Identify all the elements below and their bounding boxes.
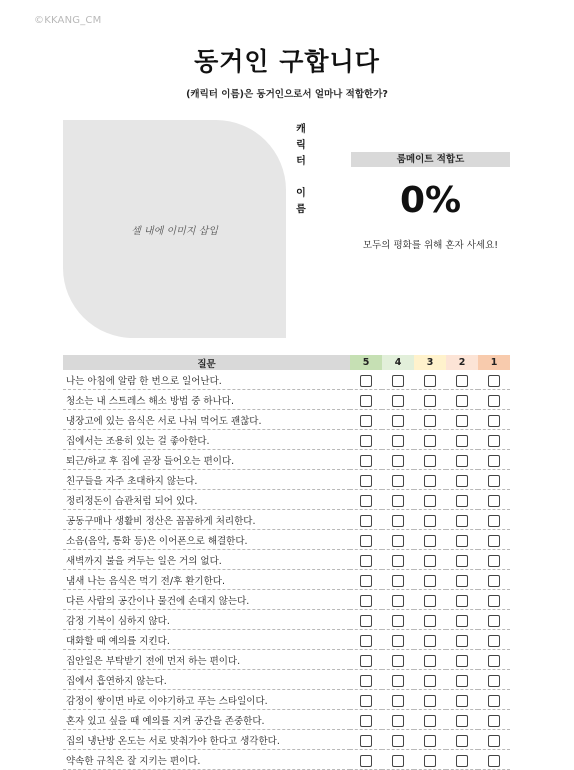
rating-cell-5 bbox=[350, 690, 382, 710]
rating-cell-1 bbox=[478, 590, 510, 610]
rating-cell-1 bbox=[478, 410, 510, 430]
rating-cell-2 bbox=[446, 670, 478, 690]
rating-cell-5 bbox=[350, 670, 382, 690]
rating-cell-3 bbox=[414, 470, 446, 490]
character-name-char: 터 bbox=[296, 156, 306, 167]
rating-checkbox-1[interactable] bbox=[488, 495, 500, 507]
rating-cell-2 bbox=[446, 730, 478, 750]
rating-cell-2 bbox=[446, 430, 478, 450]
rating-checkbox-4[interactable] bbox=[392, 535, 404, 547]
character-name-char: 름 bbox=[296, 204, 306, 215]
rating-checkbox-1[interactable] bbox=[488, 655, 500, 667]
rating-checkbox-5[interactable] bbox=[360, 475, 372, 487]
rating-checkbox-2[interactable] bbox=[456, 395, 468, 407]
rating-checkbox-2[interactable] bbox=[456, 375, 468, 387]
rating-cell-3 bbox=[414, 370, 446, 390]
rating-checkbox-5[interactable] bbox=[360, 635, 372, 647]
rating-checkbox-4[interactable] bbox=[392, 755, 404, 767]
table-row bbox=[63, 370, 510, 390]
rating-cell-3 bbox=[414, 590, 446, 610]
rating-cell-1 bbox=[478, 390, 510, 410]
rating-cell-1 bbox=[478, 570, 510, 590]
rating-checkbox-3[interactable] bbox=[424, 555, 436, 567]
rating-cell-2 bbox=[446, 690, 478, 710]
rating-cell-2 bbox=[446, 510, 478, 530]
rating-checkbox-2[interactable] bbox=[456, 755, 468, 767]
question-list bbox=[63, 370, 510, 770]
questionnaire-table bbox=[63, 355, 510, 770]
rating-checkbox-4[interactable] bbox=[392, 435, 404, 447]
table-row bbox=[63, 490, 510, 510]
rating-checkbox-5[interactable] bbox=[360, 595, 372, 607]
rating-checkbox-3[interactable] bbox=[424, 675, 436, 687]
rating-checkbox-1[interactable] bbox=[488, 635, 500, 647]
rating-checkbox-5[interactable] bbox=[360, 575, 372, 587]
rating-checkbox-3[interactable] bbox=[424, 415, 436, 427]
question-text: 다른 사람의 공간이나 물건에 손대지 않는다. bbox=[63, 590, 350, 610]
rating-cell-4 bbox=[382, 610, 414, 630]
rating-cell-5 bbox=[350, 490, 382, 510]
rating-checkbox-4[interactable] bbox=[392, 475, 404, 487]
rating-checkbox-5[interactable] bbox=[360, 435, 372, 447]
rating-cell-3 bbox=[414, 670, 446, 690]
question-text: 친구들을 자주 초대하지 않는다. bbox=[63, 470, 350, 490]
rating-cell-2 bbox=[446, 590, 478, 610]
rating-cell-4 bbox=[382, 650, 414, 670]
rating-cell-5 bbox=[350, 730, 382, 750]
rating-cell-4 bbox=[382, 430, 414, 450]
rating-cell-2 bbox=[446, 470, 478, 490]
rating-checkbox-2[interactable] bbox=[456, 575, 468, 587]
rating-checkbox-1[interactable] bbox=[488, 375, 500, 387]
question-column-header: 질문 bbox=[63, 355, 350, 370]
rating-checkbox-3[interactable] bbox=[424, 375, 436, 387]
rating-cell-3 bbox=[414, 550, 446, 570]
table-row bbox=[63, 650, 510, 670]
rating-checkbox-5[interactable] bbox=[360, 615, 372, 627]
rating-checkbox-2[interactable] bbox=[456, 515, 468, 527]
table-row bbox=[63, 570, 510, 590]
question-text: 정리정돈이 습관처럼 되어 있다. bbox=[63, 490, 350, 510]
table-row bbox=[63, 530, 510, 550]
rating-checkbox-4[interactable] bbox=[392, 555, 404, 567]
rating-cell-5 bbox=[350, 750, 382, 770]
rating-checkbox-3[interactable] bbox=[424, 635, 436, 647]
rating-cell-2 bbox=[446, 390, 478, 410]
rating-checkbox-5[interactable] bbox=[360, 555, 372, 567]
table-row bbox=[63, 590, 510, 610]
page-title: 동거인 구합니다 bbox=[194, 47, 380, 76]
rating-cell-2 bbox=[446, 630, 478, 650]
rating-cell-3 bbox=[414, 410, 446, 430]
table-row bbox=[63, 430, 510, 450]
rating-checkbox-1[interactable] bbox=[488, 535, 500, 547]
rating-cell-3 bbox=[414, 430, 446, 450]
rating-cell-5 bbox=[350, 650, 382, 670]
rating-checkbox-3[interactable] bbox=[424, 495, 436, 507]
rating-checkbox-5[interactable] bbox=[360, 655, 372, 667]
rating-cell-1 bbox=[478, 430, 510, 450]
rating-checkbox-2[interactable] bbox=[456, 535, 468, 547]
rating-checkbox-1[interactable] bbox=[488, 395, 500, 407]
table-row bbox=[63, 690, 510, 710]
rating-checkbox-2[interactable] bbox=[456, 435, 468, 447]
rating-cell-3 bbox=[414, 630, 446, 650]
rating-cell-3 bbox=[414, 570, 446, 590]
page-subtitle: (캐릭터 이름)은 동거인으로서 얼마나 적합한가? bbox=[186, 89, 388, 100]
rating-checkbox-3[interactable] bbox=[424, 535, 436, 547]
rating-checkbox-5[interactable] bbox=[360, 515, 372, 527]
question-text: 감정 기복이 심하지 않다. bbox=[63, 610, 350, 630]
rating-checkbox-1[interactable] bbox=[488, 415, 500, 427]
rating-checkbox-1[interactable] bbox=[488, 455, 500, 467]
rating-checkbox-3[interactable] bbox=[424, 735, 436, 747]
rating-cell-5 bbox=[350, 630, 382, 650]
rating-cell-1 bbox=[478, 670, 510, 690]
rating-cell-1 bbox=[478, 490, 510, 510]
rating-cell-4 bbox=[382, 630, 414, 650]
rating-cell-4 bbox=[382, 390, 414, 410]
rating-checkbox-1[interactable] bbox=[488, 675, 500, 687]
question-text: 청소는 내 스트레스 해소 방법 중 하나다. bbox=[63, 390, 350, 410]
rating-cell-2 bbox=[446, 490, 478, 510]
rating-checkbox-5[interactable] bbox=[360, 715, 372, 727]
rating-checkbox-4[interactable] bbox=[392, 615, 404, 627]
rating-checkbox-5[interactable] bbox=[360, 735, 372, 747]
rating-cell-2 bbox=[446, 550, 478, 570]
rating-cell-5 bbox=[350, 370, 382, 390]
rating-checkbox-2[interactable] bbox=[456, 715, 468, 727]
rating-cell-3 bbox=[414, 610, 446, 630]
rating-cell-4 bbox=[382, 550, 414, 570]
rating-cell-1 bbox=[478, 610, 510, 630]
question-text: 대화할 때 예의를 지킨다. bbox=[63, 630, 350, 650]
rating-cell-1 bbox=[478, 630, 510, 650]
rating-checkbox-2[interactable] bbox=[456, 635, 468, 647]
rating-checkbox-3[interactable] bbox=[424, 715, 436, 727]
rating-cell-1 bbox=[478, 730, 510, 750]
question-text: 혼자 있고 싶을 때 예의를 지켜 공간을 존중한다. bbox=[63, 710, 350, 730]
rating-checkbox-1[interactable] bbox=[488, 575, 500, 587]
rating-cell-1 bbox=[478, 690, 510, 710]
rating-cell-4 bbox=[382, 730, 414, 750]
rating-cell-2 bbox=[446, 650, 478, 670]
rating-cell-3 bbox=[414, 750, 446, 770]
rating-cell-4 bbox=[382, 670, 414, 690]
rating-cell-4 bbox=[382, 410, 414, 430]
rating-checkbox-4[interactable] bbox=[392, 515, 404, 527]
rating-cell-3 bbox=[414, 390, 446, 410]
rating-checkbox-3[interactable] bbox=[424, 395, 436, 407]
rating-checkbox-2[interactable] bbox=[456, 595, 468, 607]
rating-checkbox-4[interactable] bbox=[392, 575, 404, 587]
table-row bbox=[63, 630, 510, 650]
rating-checkbox-1[interactable] bbox=[488, 755, 500, 767]
rating-checkbox-4[interactable] bbox=[392, 395, 404, 407]
question-text: 감정이 쌓이면 바로 이야기하고 푸는 스타일이다. bbox=[63, 690, 350, 710]
rating-checkbox-2[interactable] bbox=[456, 475, 468, 487]
rating-cell-5 bbox=[350, 550, 382, 570]
rating-cell-1 bbox=[478, 470, 510, 490]
rating-cell-3 bbox=[414, 450, 446, 470]
rating-checkbox-2[interactable] bbox=[456, 735, 468, 747]
table-row bbox=[63, 550, 510, 570]
rating-checkbox-5[interactable] bbox=[360, 455, 372, 467]
rating-cell-4 bbox=[382, 530, 414, 550]
rating-checkbox-3[interactable] bbox=[424, 755, 436, 767]
rating-cell-5 bbox=[350, 610, 382, 630]
scale-header-1: 1 bbox=[478, 355, 510, 370]
rating-checkbox-1[interactable] bbox=[488, 515, 500, 527]
rating-checkbox-2[interactable] bbox=[456, 615, 468, 627]
rating-checkbox-1[interactable] bbox=[488, 595, 500, 607]
rating-cell-2 bbox=[446, 450, 478, 470]
rating-checkbox-2[interactable] bbox=[456, 695, 468, 707]
rating-cell-1 bbox=[478, 650, 510, 670]
rating-checkbox-4[interactable] bbox=[392, 415, 404, 427]
table-row bbox=[63, 470, 510, 490]
rating-checkbox-3[interactable] bbox=[424, 475, 436, 487]
rating-checkbox-4[interactable] bbox=[392, 495, 404, 507]
rating-checkbox-5[interactable] bbox=[360, 675, 372, 687]
rating-checkbox-1[interactable] bbox=[488, 735, 500, 747]
rating-cell-4 bbox=[382, 690, 414, 710]
rating-cell-3 bbox=[414, 690, 446, 710]
rating-cell-4 bbox=[382, 450, 414, 470]
question-text: 소음(음악, 통화 등)은 이어폰으로 해결한다. bbox=[63, 530, 350, 550]
rating-checkbox-1[interactable] bbox=[488, 695, 500, 707]
rating-cell-3 bbox=[414, 730, 446, 750]
rating-checkbox-4[interactable] bbox=[392, 715, 404, 727]
table-row bbox=[63, 730, 510, 750]
question-text: 집의 냉난방 온도는 서로 맞춰가야 한다고 생각한다. bbox=[63, 730, 350, 750]
rating-cell-4 bbox=[382, 470, 414, 490]
rating-cell-3 bbox=[414, 490, 446, 510]
image-placeholder-label: 셀 내에 이미지 삽입 bbox=[131, 225, 218, 237]
rating-cell-4 bbox=[382, 490, 414, 510]
rating-checkbox-2[interactable] bbox=[456, 555, 468, 567]
character-name-char: 캐 bbox=[296, 124, 306, 135]
rating-checkbox-5[interactable] bbox=[360, 415, 372, 427]
table-row bbox=[63, 670, 510, 690]
image-placeholder[interactable] bbox=[63, 120, 286, 338]
rating-cell-4 bbox=[382, 510, 414, 530]
question-text: 퇴근/하교 후 집에 곧장 들어오는 편이다. bbox=[63, 450, 350, 470]
question-text: 약속한 규칙은 잘 지키는 편이다. bbox=[63, 750, 350, 770]
rating-cell-1 bbox=[478, 550, 510, 570]
question-text: 냄새 나는 음식은 먹기 전/후 환기한다. bbox=[63, 570, 350, 590]
rating-checkbox-5[interactable] bbox=[360, 755, 372, 767]
rating-cell-3 bbox=[414, 510, 446, 530]
question-text: 냉장고에 있는 음식은 서로 나눠 먹어도 괜찮다. bbox=[63, 410, 350, 430]
rating-checkbox-4[interactable] bbox=[392, 375, 404, 387]
rating-checkbox-5[interactable] bbox=[360, 395, 372, 407]
question-text: 집에서 흡연하지 않는다. bbox=[63, 670, 350, 690]
rating-cell-1 bbox=[478, 510, 510, 530]
rating-cell-2 bbox=[446, 570, 478, 590]
rating-cell-2 bbox=[446, 610, 478, 630]
table-row bbox=[63, 410, 510, 430]
rating-checkbox-3[interactable] bbox=[424, 435, 436, 447]
rating-checkbox-4[interactable] bbox=[392, 635, 404, 647]
rating-cell-1 bbox=[478, 450, 510, 470]
rating-checkbox-3[interactable] bbox=[424, 515, 436, 527]
question-text: 공동구매나 생활비 정산은 꼼꼼하게 처리한다. bbox=[63, 510, 350, 530]
rating-cell-4 bbox=[382, 370, 414, 390]
rating-cell-5 bbox=[350, 570, 382, 590]
rating-cell-2 bbox=[446, 370, 478, 390]
table-row bbox=[63, 750, 510, 770]
rating-checkbox-4[interactable] bbox=[392, 735, 404, 747]
table-row bbox=[63, 450, 510, 470]
rating-checkbox-3[interactable] bbox=[424, 615, 436, 627]
scale-header-4: 4 bbox=[382, 355, 414, 370]
rating-checkbox-1[interactable] bbox=[488, 475, 500, 487]
rating-cell-5 bbox=[350, 510, 382, 530]
score-message: 모두의 평화를 위해 혼자 사세요! bbox=[362, 240, 499, 251]
table-row bbox=[63, 610, 510, 630]
rating-checkbox-4[interactable] bbox=[392, 595, 404, 607]
rating-checkbox-1[interactable] bbox=[488, 435, 500, 447]
rating-cell-1 bbox=[478, 370, 510, 390]
rating-checkbox-1[interactable] bbox=[488, 555, 500, 567]
rating-cell-1 bbox=[478, 750, 510, 770]
rating-checkbox-4[interactable] bbox=[392, 675, 404, 687]
rating-cell-2 bbox=[446, 750, 478, 770]
question-text: 나는 아침에 알람 한 번으로 일어난다. bbox=[63, 370, 350, 390]
character-name-vertical[interactable] bbox=[292, 122, 310, 218]
question-text: 새벽까지 불을 켜두는 일은 거의 없다. bbox=[63, 550, 350, 570]
scale-header-3: 3 bbox=[414, 355, 446, 370]
rating-cell-3 bbox=[414, 650, 446, 670]
score-value: 0% bbox=[399, 180, 462, 221]
rating-checkbox-5[interactable] bbox=[360, 535, 372, 547]
rating-cell-2 bbox=[446, 410, 478, 430]
character-name-char bbox=[292, 170, 310, 186]
rating-checkbox-4[interactable] bbox=[392, 455, 404, 467]
character-name-char: 이 bbox=[296, 188, 306, 199]
rating-cell-5 bbox=[350, 430, 382, 450]
rating-cell-2 bbox=[446, 530, 478, 550]
rating-checkbox-3[interactable] bbox=[424, 695, 436, 707]
rating-checkbox-4[interactable] bbox=[392, 655, 404, 667]
rating-cell-4 bbox=[382, 570, 414, 590]
rating-checkbox-1[interactable] bbox=[488, 715, 500, 727]
scale-header-2: 2 bbox=[446, 355, 478, 370]
rating-cell-5 bbox=[350, 590, 382, 610]
character-name-char: 릭 bbox=[296, 140, 306, 151]
table-row bbox=[63, 510, 510, 530]
rating-checkbox-3[interactable] bbox=[424, 655, 436, 667]
rating-cell-5 bbox=[350, 530, 382, 550]
score-header: 룸메이트 적합도 bbox=[351, 152, 510, 167]
rating-checkbox-5[interactable] bbox=[360, 495, 372, 507]
rating-checkbox-3[interactable] bbox=[424, 455, 436, 467]
rating-cell-1 bbox=[478, 530, 510, 550]
rating-checkbox-2[interactable] bbox=[456, 415, 468, 427]
rating-checkbox-2[interactable] bbox=[456, 675, 468, 687]
table-header-row bbox=[63, 355, 510, 370]
watermark: ©KKANG_CM bbox=[34, 15, 102, 26]
rating-cell-5 bbox=[350, 410, 382, 430]
rating-cell-5 bbox=[350, 450, 382, 470]
rating-checkbox-2[interactable] bbox=[456, 495, 468, 507]
rating-checkbox-1[interactable] bbox=[488, 615, 500, 627]
table-row bbox=[63, 390, 510, 410]
scale-header-5: 5 bbox=[350, 355, 382, 370]
rating-cell-4 bbox=[382, 590, 414, 610]
question-text: 집에서는 조용히 있는 걸 좋아한다. bbox=[63, 430, 350, 450]
rating-checkbox-5[interactable] bbox=[360, 695, 372, 707]
rating-checkbox-2[interactable] bbox=[456, 655, 468, 667]
rating-cell-3 bbox=[414, 530, 446, 550]
question-text: 집안일은 부탁받기 전에 먼저 하는 편이다. bbox=[63, 650, 350, 670]
rating-cell-5 bbox=[350, 390, 382, 410]
rating-checkbox-5[interactable] bbox=[360, 375, 372, 387]
rating-checkbox-4[interactable] bbox=[392, 695, 404, 707]
rating-cell-5 bbox=[350, 470, 382, 490]
rating-checkbox-3[interactable] bbox=[424, 575, 436, 587]
rating-checkbox-3[interactable] bbox=[424, 595, 436, 607]
rating-checkbox-2[interactable] bbox=[456, 455, 468, 467]
rating-cell-4 bbox=[382, 750, 414, 770]
